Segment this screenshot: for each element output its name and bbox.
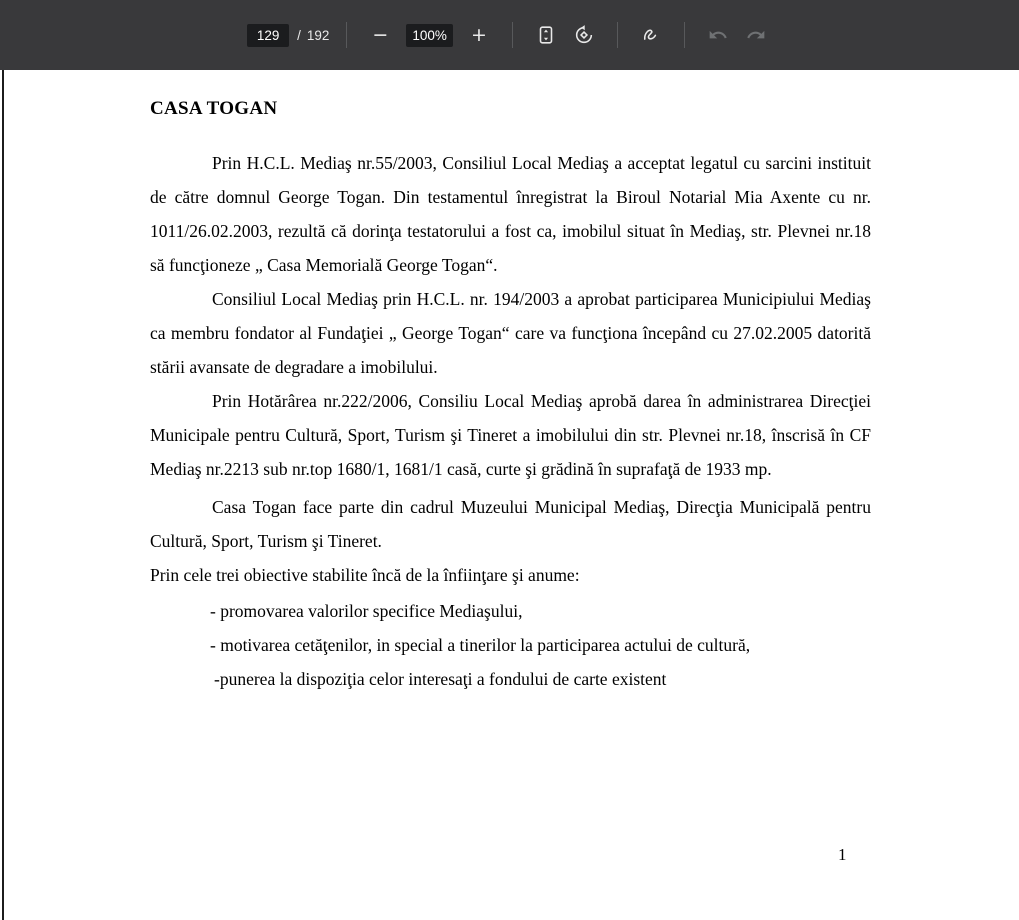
toolbar-controls [247,18,772,52]
page-number-input[interactable] [247,24,289,47]
page-total-label: 192 [306,27,330,43]
annotate-pen-icon [640,24,662,46]
rotate-counterclockwise-button[interactable] [568,18,600,52]
list-item: - motivarea cetăţenilor, in special a tinerilor la participarea actului de cultură, [210,635,751,655]
document-paragraph: Casa Togan face parte din cadrul Muzeului Municipal Mediaş, Direcţia Municipală pentru Cultură, Sport, Turism şi Tineret. [150,497,871,551]
undo-button[interactable] [702,18,734,52]
page-navigation [247,24,329,47]
zoom-level-input[interactable]: 100% [406,24,453,47]
document-title: CASA TOGAN [150,98,278,119]
redo-button[interactable] [740,18,772,52]
list-item: -punerea la dispoziţia celor interesaţi a fondului de carte existent [214,669,667,689]
annotate-button[interactable] [635,18,667,52]
objectives-list [150,594,871,696]
minus-icon: − [372,23,389,46]
pdf-page [0,70,1019,920]
fit-to-page-icon [535,24,557,46]
rotate-counterclockwise-icon [573,24,595,46]
document-paragraph: Prin cele trei obiective stabilite încă de la înfiinţare şi anume: [150,565,580,585]
page-divider-label: / [297,27,301,43]
fit-to-page-button[interactable] [530,18,562,52]
redo-icon [746,25,766,45]
page-number-label: 1 [838,845,847,864]
toolbar-divider [512,22,513,48]
toolbar-divider [346,22,347,48]
zoom-out-button[interactable] [364,18,396,52]
toolbar-divider [617,22,618,48]
toolbar-divider [684,22,685,48]
plus-icon: + [470,23,487,46]
document-paragraph: Consiliul Local Mediaş prin H.C.L. nr. 194/2003 a aprobat participarea Municipiului Mediaş ca membru fondator al Fundaţiei „ George Togan“ care va funcţiona începând cu 27.02.2005 datorită stării avansate de degradare a imobilului. [150,289,871,377]
list-item: - promovarea valorilor specifice Mediaşului, [210,601,523,621]
zoom-in-button[interactable] [463,18,495,52]
undo-icon [708,25,728,45]
document-paragraph: Prin H.C.L. Mediaş nr.55/2003, Consiliul Local Mediaş a acceptat legatul cu sarcini instituit de către domnul George Togan. Din testamentul înregistrat la Biroul Notarial Mia Axente cu nr. 1011/26.02.2003, rezultă că dorinţa testatorului a fost ca, imobilul situat în Mediaş, str. Plevnei nr.18 să funcţioneze „ Casa Memorială George Togan“. [150,153,871,275]
pdf-toolbar [0,0,1019,70]
document-paragraph: Prin Hotărârea nr.222/2006, Consiliu Local Mediaş aprobă darea în administrarea Direcţiei Municipale pentru Cultură, Sport, Turism şi Tineret a imobilului din str. Plevnei nr.18, înscrisă în CF Mediaş nr.2213 sub nr.top 1680/1, 1681/1 casă, curte şi grădină în suprafaţă de 1933 mp. [150,391,871,479]
document-viewer [0,70,1019,920]
